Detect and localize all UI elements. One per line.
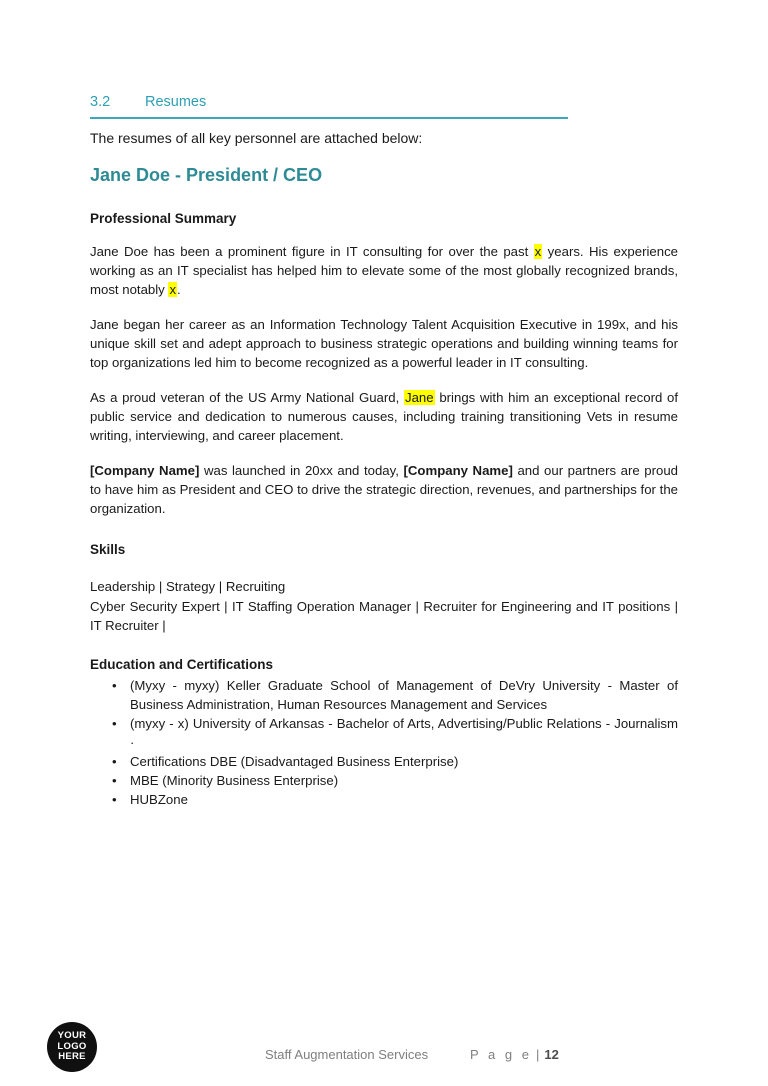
education-item: • (Myxy - myxy) Keller Graduate School of Management of DeVry University - Master of Business Administration, Human Resources Management and Services [90,676,678,714]
para1-text: Jane Doe has been a prominent figure in IT consulting for over the past [90,244,534,259]
logo-text-line: LOGO [57,1040,87,1052]
skills-line-1: Leadership | Strategy | Recruiting [90,579,286,594]
section-number: 3.2 [90,94,111,110]
education-list [90,676,678,809]
company-name-placeholder: [Company Name] [403,463,513,478]
education-heading: Education and Certifications [90,657,274,672]
footer-page-indicator [470,1047,559,1062]
page-separator: | [535,1047,540,1062]
education-item: • HUBZone [90,790,678,809]
intro-text: The resumes of all key personnel are attached below: [90,130,423,146]
highlighted-placeholder: x [169,282,177,297]
resume-name-heading: Jane Doe - President / CEO [90,165,323,185]
logo-placeholder-badge [47,1022,97,1072]
skills-heading: Skills [90,542,126,557]
page-word: P a g e [470,1047,532,1062]
page-content [90,94,678,809]
summary-paragraph-2: Jane began her career as an Information Technology Talent Acquisition Executive in 199x, and his unique skill set and adept approach to business strategic operations and building winning teams for top organizations led him to become recognized as a powerful leader in IT consulting. [90,317,678,370]
company-name-placeholder: [Company Name] [90,463,200,478]
summary-paragraph-3 [90,388,678,445]
para3-text: As a proud veteran of the US Army National Guard, [90,390,404,405]
summary-paragraph-4 [90,461,678,518]
footer-document-title: Staff Augmentation Services [265,1047,429,1062]
education-item: • MBE (Minority Business Enterprise) [90,771,678,790]
para3-text: brings with him an exceptional record of public service and dedication to numerous causes, including training transitioning Vets in resume writing, interviewing, and career placement. [90,390,679,443]
logo-text-line: HERE [58,1051,86,1063]
section-heading [90,94,568,119]
para4-text: was launched in 20xx and today, [199,463,404,478]
para4-text: and our partners are proud to have him as President and CEO to drive the strategic direction, revenues, and partnerships for the organization. [90,463,679,516]
page-number: 12 [544,1047,559,1062]
logo-text-line: YOUR [57,1030,87,1042]
para1-text: years. His experience working as an IT specialist has helped him to elevate some of the most globally recognized brands, most notably [90,244,678,297]
skills-line-2: Cyber Security Expert | IT Staffing Operation Manager | Recruiter for Engineering and IT positions | IT Recruiter | [90,599,678,633]
para1-text: . [177,282,181,297]
highlighted-placeholder: Jane [405,390,434,405]
education-item: • (myxy - x) University of Arkansas - Bachelor of Arts, Advertising/Public Relations - Journalism · [90,714,678,752]
education-item: • Certifications DBE (Disadvantaged Business Enterprise) [90,752,678,771]
professional-summary-heading: Professional Summary [90,211,237,226]
section-title: Resumes [145,94,207,110]
highlighted-placeholder: x [534,244,542,259]
summary-paragraph-1 [90,242,678,299]
